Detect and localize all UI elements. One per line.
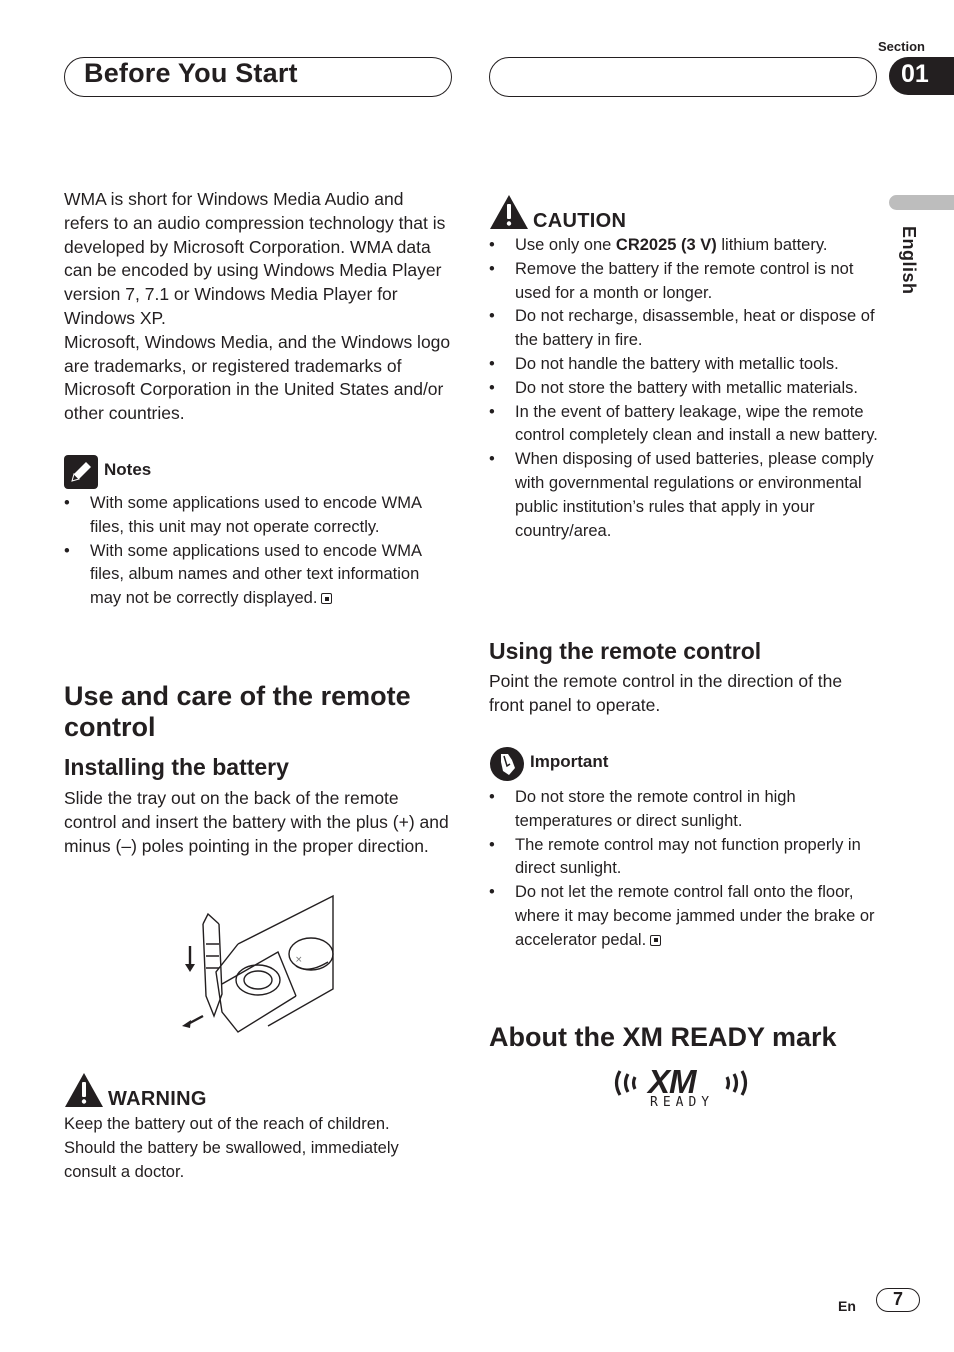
important-item: • Do not store the remote control in high temperatures or direct sunlight. bbox=[489, 786, 881, 834]
installing-battery-text: Slide the tray out on the back of the remote control and insert the battery with the plus (+) and minus (–) poles pointing in the proper direction. bbox=[64, 788, 449, 856]
wma-para-2: Microsoft, Windows Media, and the Windows logo are trademarks, or registered trademarks of Microsoft Corporation in the United States and/or other countries. bbox=[64, 331, 451, 424]
caution-item: • Do not recharge, disassemble, heat or dispose of the battery in fire. bbox=[489, 305, 881, 353]
warning-text: Keep the battery out of the reach of children. Should the battery be swallowed, immediately consult a doctor. bbox=[64, 1115, 399, 1181]
end-mark-icon bbox=[321, 593, 332, 604]
warning-triangle-icon bbox=[489, 194, 529, 230]
use-care-heading: Use and care of the remote control bbox=[64, 681, 411, 742]
caution-item: • When disposing of used batteries, please comply with governmental regulations or environmental public institution’s rules that apply in your country/area. bbox=[489, 448, 881, 543]
using-remote-text: Point the remote control in the direction of the front panel to operate. bbox=[489, 671, 843, 715]
page-title: Before You Start bbox=[84, 58, 298, 88]
notes-label: Notes bbox=[104, 460, 152, 479]
pencil-note-icon bbox=[64, 455, 98, 489]
notes-list bbox=[64, 492, 454, 611]
section-number-badge: 01 bbox=[889, 57, 954, 95]
wma-description bbox=[64, 188, 452, 426]
notes-item: • With some applications used to encode WMA files, album names and other text information may not be correctly displayed. bbox=[64, 540, 454, 611]
caution-item: • Remove the battery if the remote control is not used for a month or longer. bbox=[489, 258, 881, 306]
section-label: Section bbox=[878, 39, 925, 54]
using-remote-heading: Using the remote control bbox=[489, 638, 762, 664]
important-label: Important bbox=[530, 752, 609, 771]
important-item: • The remote control may not function properly in direct sunlight. bbox=[489, 834, 881, 882]
xm-ready-heading: About the XM READY mark bbox=[489, 1022, 837, 1052]
xm-logo-text: XM bbox=[648, 1063, 696, 1100]
caution-label: CAUTION bbox=[533, 210, 627, 232]
xm-logo-subtext: READY bbox=[650, 1095, 715, 1110]
xm-ready-logo bbox=[612, 1063, 752, 1112]
important-list bbox=[489, 786, 881, 953]
header-blank-frame bbox=[489, 57, 877, 97]
caution-list bbox=[489, 234, 881, 543]
installing-battery-heading: Installing the battery bbox=[64, 754, 289, 780]
language-tab bbox=[889, 195, 954, 210]
radio-waves-right-icon bbox=[722, 1068, 750, 1098]
svg-text:×: × bbox=[295, 955, 303, 965]
footer-language-code: En bbox=[838, 1298, 856, 1314]
battery-type: CR2025 (3 V) bbox=[615, 236, 717, 254]
important-hand-icon bbox=[489, 746, 525, 782]
language-label: English bbox=[899, 226, 919, 295]
important-item: • Do not let the remote control fall onto the floor, where it may become jammed under the brake or accelerator pedal. bbox=[489, 881, 881, 952]
wma-para-1: WMA is short for Windows Media Audio and refers to an audio compression technology that is developed by Microsoft Corporation. WMA data can be encoded by using Windows Media Player version 7, 7.1 or Windows Media Player for Windows XP. bbox=[64, 189, 446, 328]
caution-item: • Do not handle the battery with metallic tools. bbox=[489, 353, 881, 377]
end-mark-icon bbox=[650, 935, 661, 946]
battery-install-illustration bbox=[178, 894, 338, 1039]
page-number: 7 bbox=[876, 1288, 920, 1312]
caution-item: • Use only one CR2025 (3 V) lithium battery. bbox=[489, 234, 881, 258]
caution-item: • In the event of battery leakage, wipe the remote control completely clean and install a new battery. bbox=[489, 401, 881, 449]
warning-label: WARNING bbox=[108, 1088, 207, 1110]
notes-item: • With some applications used to encode WMA files, this unit may not operate correctly. bbox=[64, 492, 454, 540]
caution-item: • Do not store the battery with metallic materials. bbox=[489, 377, 881, 401]
warning-triangle-icon bbox=[64, 1072, 104, 1108]
radio-waves-left-icon bbox=[612, 1068, 640, 1098]
